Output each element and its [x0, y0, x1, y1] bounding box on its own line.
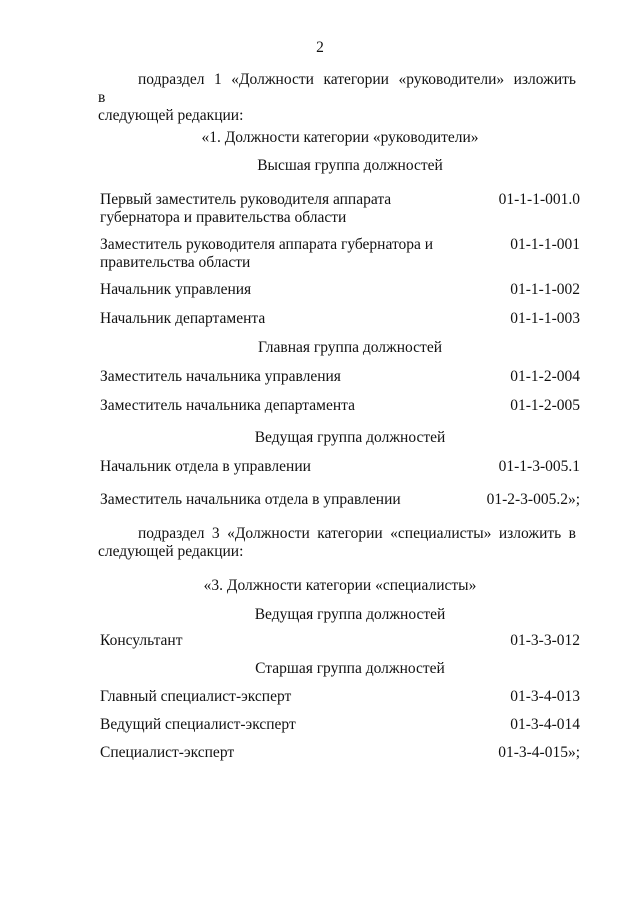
position-row: [100, 281, 580, 299]
position-name: Заместитель начальника управления: [100, 368, 341, 385]
position-name: Главный специалист-эксперт: [100, 688, 292, 705]
position-name: Заместитель начальника департамента: [100, 397, 355, 414]
position-code: 01-3-4-015»;: [498, 744, 580, 761]
position-code: 01-3-3-012: [510, 632, 580, 649]
section-title: «3. Должности категории «специалисты»: [203, 577, 477, 594]
position-row: [100, 716, 580, 734]
paragraph-line: подраздел 1 «Должности категории «руководители» изложить в: [98, 71, 576, 106]
position-name: Первый заместитель руководителя аппарата губернатора и правительства области: [100, 191, 392, 226]
position-name: Начальник отдела в управлении: [100, 458, 311, 475]
position-row: [100, 458, 580, 476]
page-number: 2: [316, 39, 324, 56]
position-code: 01-1-1-003: [510, 310, 580, 327]
position-row: [100, 236, 580, 272]
position-name: Консультант: [100, 632, 183, 649]
group-heading: Высшая группа должностей: [257, 157, 443, 174]
position-code: 01-1-1-001: [510, 236, 580, 253]
paragraph-line: подраздел 3 «Должности категории «специалисты» изложить в: [138, 525, 576, 542]
position-name: Специалист-эксперт: [100, 744, 235, 761]
position-name: Ведущий специалист-эксперт: [100, 716, 296, 733]
position-row: [100, 368, 580, 386]
position-row: [100, 191, 580, 227]
group-heading: Ведущая группа должностей: [254, 606, 446, 623]
paragraph-line: следующей редакции:: [98, 107, 244, 124]
position-code: 01-1-2-004: [510, 368, 580, 385]
position-name: Начальник управления: [100, 281, 252, 298]
position-code: 01-1-2-005: [510, 397, 580, 414]
position-name: Начальник департамента: [100, 310, 266, 327]
position-row: [100, 310, 580, 328]
section-title: «1. Должности категории «руководители»: [201, 129, 479, 146]
position-row: [100, 397, 580, 415]
position-name: Заместитель начальника отдела в управлении: [100, 491, 401, 508]
group-heading: Главная группа должностей: [257, 339, 443, 356]
position-code: 01-1-1-001.0: [498, 191, 580, 208]
paragraph-line: следующей редакции:: [98, 543, 244, 560]
group-heading: Ведущая группа должностей: [254, 429, 446, 446]
position-code: 01-1-1-002: [510, 281, 580, 298]
position-name: Заместитель руководителя аппарата губернатора и правительства области: [100, 236, 434, 271]
position-code: 01-3-4-014: [510, 716, 580, 733]
position-row: [100, 632, 580, 650]
position-row: [100, 491, 580, 509]
paragraph-subsection-3: [98, 525, 576, 561]
position-code: 01-3-4-013: [510, 688, 580, 705]
paragraph-subsection-1: [98, 71, 576, 125]
position-row: [100, 688, 580, 706]
position-code: 01-1-3-005.1: [498, 458, 580, 475]
position-row: [100, 744, 580, 762]
group-heading: Старшая группа должностей: [255, 660, 445, 677]
position-code: 01-2-3-005.2»;: [486, 491, 580, 508]
